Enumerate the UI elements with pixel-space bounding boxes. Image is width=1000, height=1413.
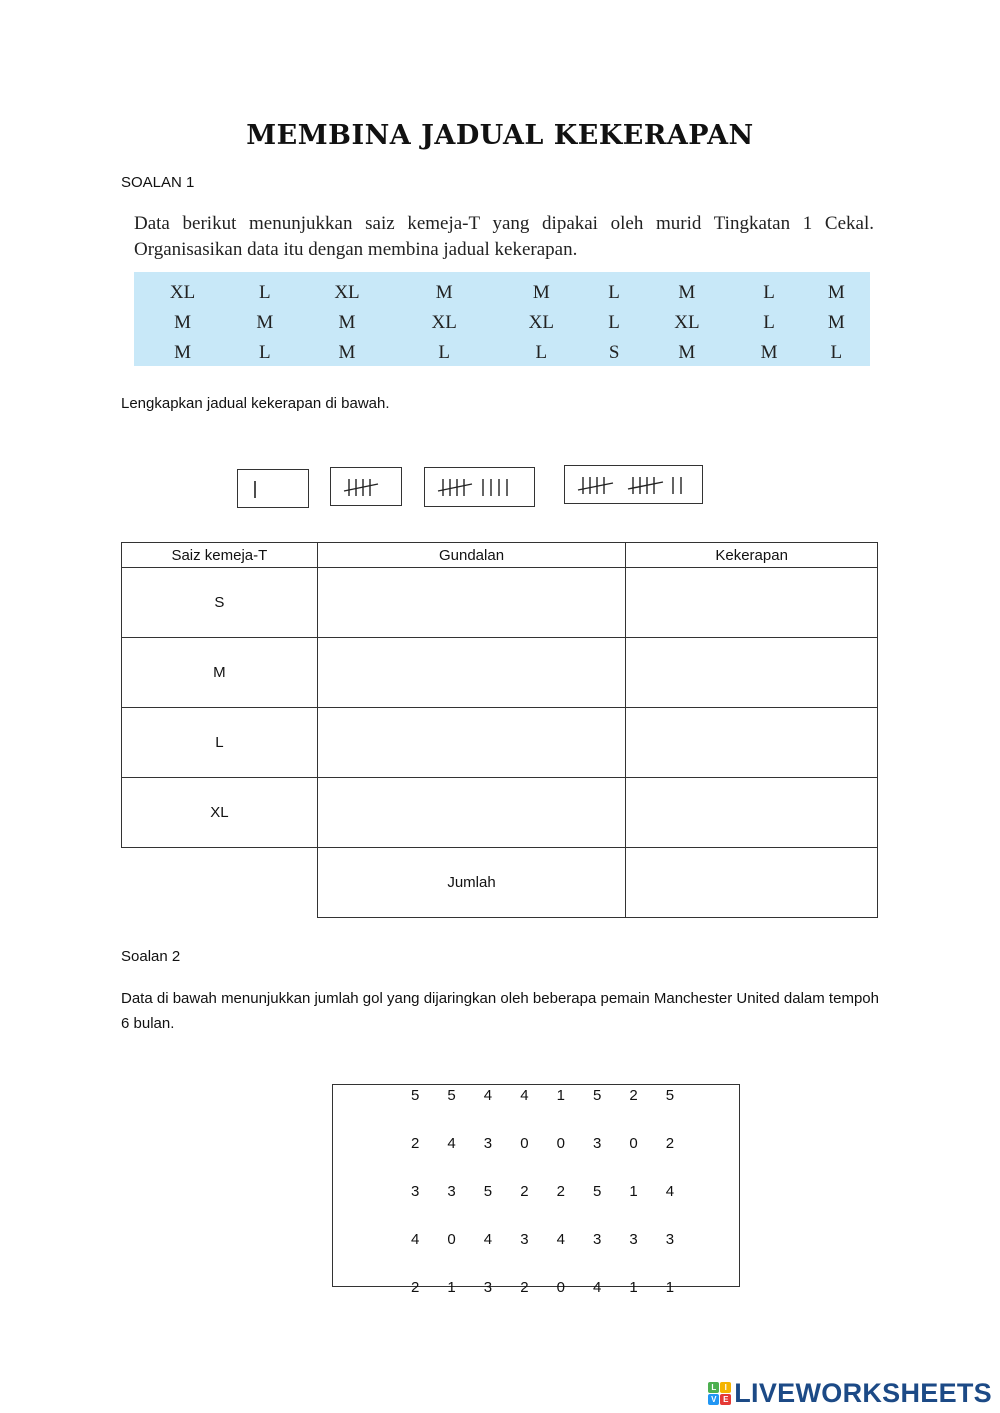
data-cell: M: [760, 342, 778, 363]
tally-option-1[interactable]: [237, 469, 309, 508]
goals-data: [397, 1085, 688, 1325]
data-cell: 3: [629, 1231, 638, 1248]
frequency-input-cell[interactable]: [626, 638, 878, 708]
question1-instruction: Lengkapkan jadual kekerapan di bawah.: [121, 395, 390, 412]
data-cell: 1: [447, 1279, 456, 1296]
data-cell: XL: [334, 282, 360, 303]
data-cell: M: [435, 282, 453, 303]
logo-cube: I: [720, 1382, 731, 1393]
data-cell: 2: [411, 1279, 420, 1296]
data-cell: 2: [411, 1135, 420, 1152]
logo-cube: E: [720, 1394, 731, 1405]
table-row: [122, 568, 878, 638]
question2-text: Data di bawah menunjukkan jumlah gol yang dijaringkan oleh beberapa pemain Manchester United dalam tempoh 6 bulan.: [121, 990, 879, 1032]
data-row: [397, 1181, 688, 1229]
logo-cube: L: [708, 1382, 719, 1393]
logo-cube: V: [708, 1394, 719, 1405]
data-cell: 0: [447, 1231, 456, 1248]
data-cell: 3: [447, 1183, 456, 1200]
liveworksheets-logo: [708, 1378, 992, 1409]
data-cell: 4: [483, 1231, 493, 1248]
data-cell: L: [608, 312, 620, 333]
data-cell: 5: [592, 1183, 602, 1200]
data-row: [397, 1277, 688, 1325]
data-cell: 5: [447, 1087, 456, 1104]
data-cell: 5: [665, 1087, 675, 1104]
data-row: [134, 338, 870, 368]
tally-marks-9-icon: [437, 475, 527, 499]
header-frequency: Kekerapan: [626, 543, 878, 568]
tally-drop-cell[interactable]: [317, 708, 626, 778]
data-cell: L: [438, 342, 450, 363]
data-cell: 1: [665, 1279, 675, 1296]
size-cell: XL: [122, 778, 318, 848]
data-cell: L: [258, 342, 271, 363]
total-label: Jumlah: [317, 848, 626, 918]
data-cell: 2: [520, 1279, 529, 1296]
data-cell: 4: [520, 1087, 529, 1104]
data-cell: 3: [411, 1183, 420, 1200]
tally-drop-cell[interactable]: [317, 778, 626, 848]
data-cell: 2: [556, 1183, 565, 1200]
total-input-cell[interactable]: [626, 848, 878, 918]
data-cell: 1: [629, 1183, 638, 1200]
data-cell: 2: [520, 1183, 529, 1200]
data-cell: 2: [665, 1135, 675, 1152]
question1-text: Data berikut menunjukkan saiz kemeja-T yang dipakai oleh murid Tingkatan 1 Cekal. Organisasikan data itu dengan membina jadual kekerapan.: [134, 213, 874, 260]
data-cell: 5: [592, 1087, 602, 1104]
data-cell: XL: [169, 282, 196, 303]
data-cell: S: [608, 342, 620, 363]
frequency-table: [121, 542, 878, 918]
tally-option-5[interactable]: [330, 467, 402, 506]
data-cell: 5: [411, 1087, 420, 1104]
data-row: [397, 1133, 688, 1181]
data-cell: L: [830, 342, 843, 363]
data-cell: L: [608, 282, 620, 303]
question1-label: SOALAN 1: [121, 174, 195, 191]
data-cell: M: [678, 282, 696, 303]
data-cell: 3: [592, 1231, 602, 1248]
data-cell: M: [532, 282, 550, 303]
data-cell: 1: [556, 1087, 565, 1104]
data-cell: M: [256, 312, 274, 333]
tally-marks-1-icon: [250, 477, 280, 501]
data-cell: L: [535, 342, 548, 363]
shirt-size-data-box: [134, 272, 870, 366]
tally-drop-cell[interactable]: [317, 568, 626, 638]
data-cell: 3: [592, 1135, 602, 1152]
data-cell: 2: [629, 1087, 638, 1104]
data-cell: 4: [483, 1087, 493, 1104]
size-cell: M: [122, 638, 318, 708]
data-cell: M: [827, 282, 845, 303]
data-cell: 4: [665, 1183, 675, 1200]
question2-label: Soalan 2: [121, 948, 181, 965]
tally-option-12[interactable]: [564, 465, 703, 504]
data-cell: L: [763, 312, 775, 333]
data-cell: 0: [520, 1135, 529, 1152]
data-cell: M: [678, 342, 696, 363]
data-cell: 0: [556, 1135, 565, 1152]
table-row: [122, 708, 878, 778]
data-cell: 0: [629, 1135, 638, 1152]
data-cell: 3: [483, 1135, 493, 1152]
data-cell: 4: [592, 1279, 602, 1296]
logo-text: LIVEWORKSHEETS: [734, 1378, 992, 1408]
data-cell: 4: [411, 1231, 420, 1248]
data-cell: M: [174, 342, 192, 363]
frequency-input-cell[interactable]: [626, 778, 878, 848]
size-cell: L: [122, 708, 318, 778]
logo-cubes-icon: [708, 1382, 731, 1405]
data-cell: M: [174, 312, 192, 333]
data-cell: L: [258, 282, 271, 303]
data-row: [397, 1085, 688, 1133]
tally-drop-cell[interactable]: [317, 638, 626, 708]
data-row: [397, 1229, 688, 1277]
table-row: [122, 638, 878, 708]
header-tally: Gundalan: [317, 543, 626, 568]
data-cell: M: [827, 312, 845, 333]
blank-cell: [122, 848, 318, 918]
shirt-size-data: [134, 278, 870, 368]
frequency-input-cell[interactable]: [626, 568, 878, 638]
tally-marks-5-icon: [343, 475, 388, 499]
header-size: Saiz kemeja-T: [122, 543, 318, 568]
table-row: [122, 778, 878, 848]
goals-data-box: [332, 1084, 740, 1296]
frequency-input-cell[interactable]: [626, 708, 878, 778]
data-cell: 1: [629, 1279, 638, 1296]
data-cell: XL: [674, 312, 700, 333]
data-row: [134, 308, 870, 338]
data-cell: XL: [528, 312, 554, 333]
data-cell: M: [338, 312, 356, 333]
data-cell: L: [763, 282, 775, 303]
data-cell: 3: [520, 1231, 529, 1248]
data-cell: M: [338, 342, 356, 363]
data-cell: 0: [556, 1279, 565, 1296]
data-cell: 4: [556, 1231, 565, 1248]
page-title: MEMBINA JADUAL KEKERAPAN: [246, 120, 754, 151]
tally-option-9[interactable]: [424, 467, 535, 507]
data-cell: 5: [483, 1183, 493, 1200]
data-row: [134, 278, 870, 308]
data-cell: 3: [483, 1279, 493, 1296]
tally-marks-12-icon: [577, 473, 697, 497]
size-cell: S: [122, 568, 318, 638]
data-cell: 3: [665, 1231, 675, 1248]
data-cell: XL: [431, 312, 457, 333]
data-cell: 4: [447, 1135, 456, 1152]
total-row: [122, 848, 878, 918]
